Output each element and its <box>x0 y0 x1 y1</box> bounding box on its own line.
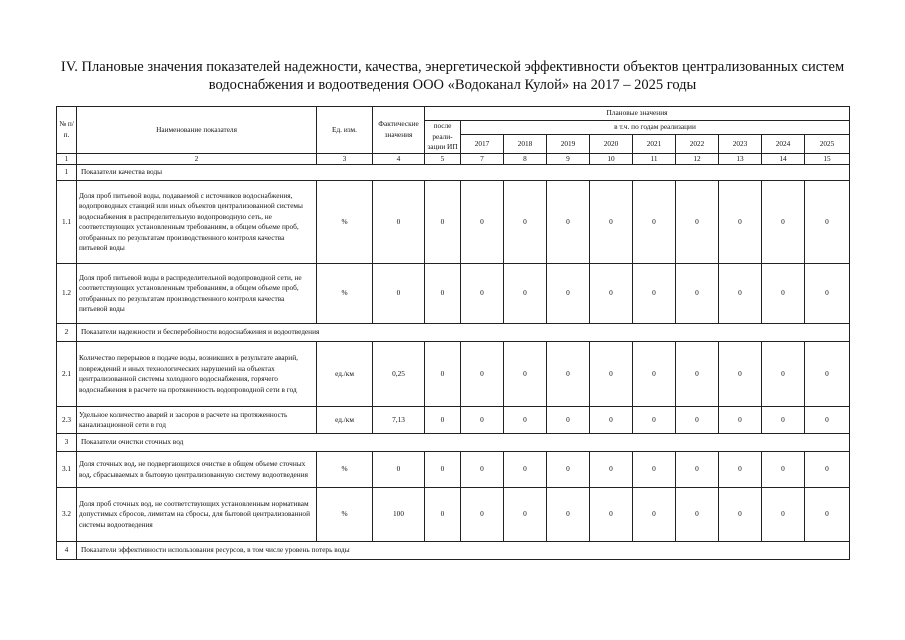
year-value: 0 <box>547 488 590 542</box>
indicator-name: Доля проб питьевой воды в распределительной водопроводной сети, не соответствующих установленным требованиям, в общем объеме проб, отобранных по результатам производственного контроля качества питьевой воды <box>77 264 317 324</box>
year-value: 0 <box>805 181 850 264</box>
indicator-name: Доля проб питьевой воды, подаваемой с источников водоснабжения, водопроводных станций или иных объектов централизованной системы водоснабжения в распределительную водопроводную сеть, не соответствующих установленным требованиям, в общем объеме проб, отобранных по результатам производственного контроля качества питьевой воды <box>77 181 317 264</box>
section-title: Показатели эффективности использования ресурсов, в том числе уровень потерь воды <box>77 542 850 560</box>
after-ip-value: 0 <box>425 488 461 542</box>
year-value: 0 <box>461 342 504 407</box>
column-number: 13 <box>719 153 762 165</box>
year-value: 0 <box>504 452 547 488</box>
year-value: 0 <box>719 181 762 264</box>
header-name: Наименование показателя <box>77 107 317 154</box>
column-number: 10 <box>590 153 633 165</box>
header-by-years: в т.ч. по годам реализации <box>461 121 850 135</box>
year-value: 0 <box>633 407 676 434</box>
year-value: 0 <box>676 181 719 264</box>
year-value: 0 <box>590 488 633 542</box>
year-value: 0 <box>805 264 850 324</box>
year-value: 0 <box>676 264 719 324</box>
column-number: 14 <box>762 153 805 165</box>
after-ip-value: 0 <box>425 452 461 488</box>
year-value: 0 <box>762 452 805 488</box>
header-year: 2021 <box>633 135 676 153</box>
section-title: Показатели надежности и бесперебойности водоснабжения и водоотведения <box>77 324 850 342</box>
unit-cell: % <box>317 181 373 264</box>
column-number: 15 <box>805 153 850 165</box>
section-number: 3 <box>57 434 77 452</box>
column-number: 3 <box>317 153 373 165</box>
year-value: 0 <box>633 342 676 407</box>
year-value: 0 <box>719 407 762 434</box>
row-number: 2.3 <box>57 407 77 434</box>
year-value: 0 <box>633 264 676 324</box>
header-year: 2023 <box>719 135 762 153</box>
year-value: 0 <box>504 407 547 434</box>
year-value: 0 <box>590 407 633 434</box>
header-year: 2025 <box>805 135 850 153</box>
after-ip-value: 0 <box>425 264 461 324</box>
year-value: 0 <box>461 488 504 542</box>
year-value: 0 <box>719 264 762 324</box>
year-value: 0 <box>633 488 676 542</box>
actual-value: 0 <box>373 452 425 488</box>
header-year: 2022 <box>676 135 719 153</box>
after-ip-value: 0 <box>425 181 461 264</box>
year-value: 0 <box>719 452 762 488</box>
column-number: 2 <box>77 153 317 165</box>
section-number: 1 <box>57 165 77 181</box>
year-value: 0 <box>676 407 719 434</box>
column-number: 11 <box>633 153 676 165</box>
year-value: 0 <box>633 452 676 488</box>
header-num: № п/п. <box>57 107 77 154</box>
year-value: 0 <box>805 452 850 488</box>
year-value: 0 <box>590 181 633 264</box>
title-line-1: IV. Плановые значения показателей надежности, качества, энергетической эффективности объектов централизованных систем <box>60 59 845 75</box>
header-year: 2020 <box>590 135 633 153</box>
unit-cell: ед./км <box>317 407 373 434</box>
actual-value: 7,13 <box>373 407 425 434</box>
year-value: 0 <box>547 452 590 488</box>
year-value: 0 <box>633 181 676 264</box>
after-ip-value: 0 <box>425 342 461 407</box>
year-value: 0 <box>590 342 633 407</box>
year-value: 0 <box>762 342 805 407</box>
actual-value: 100 <box>373 488 425 542</box>
unit-cell: % <box>317 264 373 324</box>
column-number: 1 <box>57 153 77 165</box>
header-actual: Фактические значения <box>373 107 425 154</box>
year-value: 0 <box>590 452 633 488</box>
header-year: 2018 <box>504 135 547 153</box>
section-number: 2 <box>57 324 77 342</box>
year-value: 0 <box>504 264 547 324</box>
section-title: Показатели очистки сточных вод <box>77 434 850 452</box>
indicator-name: Удельное количество аварий и засоров в расчете на протяженность канализационной сети в год <box>77 407 317 434</box>
actual-value: 0 <box>373 264 425 324</box>
year-value: 0 <box>461 181 504 264</box>
header-year: 2019 <box>547 135 590 153</box>
year-value: 0 <box>504 342 547 407</box>
header-year: 2024 <box>762 135 805 153</box>
unit-cell: % <box>317 488 373 542</box>
column-number: 4 <box>373 153 425 165</box>
column-number: 8 <box>504 153 547 165</box>
title-line-2: водоснабжения и водоотведения ООО «Водоканал Кулой» на 2017 – 2025 годы <box>208 77 697 93</box>
indicator-name: Доля проб сточных вод, не соответствующих установленным нормативам допустимых сбросов, лимитам на сбросы, для бытовой централизованной системы водоотведения <box>77 488 317 542</box>
year-value: 0 <box>676 342 719 407</box>
year-value: 0 <box>547 407 590 434</box>
column-number: 12 <box>676 153 719 165</box>
header-year: 2017 <box>461 135 504 153</box>
year-value: 0 <box>719 488 762 542</box>
year-value: 0 <box>676 452 719 488</box>
year-value: 0 <box>805 407 850 434</box>
after-ip-value: 0 <box>425 407 461 434</box>
header-unit: Ед. изм. <box>317 107 373 154</box>
header-after-ip: после реали-зации ИП <box>425 121 461 154</box>
year-value: 0 <box>547 181 590 264</box>
actual-value: 0 <box>373 181 425 264</box>
year-value: 0 <box>762 264 805 324</box>
unit-cell: % <box>317 452 373 488</box>
document-title <box>40 58 865 94</box>
indicator-name: Доля сточных вод, не подвергающихся очистке в общем объеме сточных вод, сбрасываемых в бытовую централизованную систему водоотведения <box>77 452 317 488</box>
unit-cell: ед./км <box>317 342 373 407</box>
year-value: 0 <box>461 264 504 324</box>
year-value: 0 <box>762 488 805 542</box>
year-value: 0 <box>676 488 719 542</box>
column-number: 9 <box>547 153 590 165</box>
row-number: 1.2 <box>57 264 77 324</box>
year-value: 0 <box>461 452 504 488</box>
year-value: 0 <box>762 407 805 434</box>
header-planned: Плановые значения <box>425 107 850 121</box>
year-value: 0 <box>805 342 850 407</box>
year-value: 0 <box>547 342 590 407</box>
row-number: 1.1 <box>57 181 77 264</box>
actual-value: 0,25 <box>373 342 425 407</box>
year-value: 0 <box>461 407 504 434</box>
year-value: 0 <box>805 488 850 542</box>
column-number: 5 <box>425 153 461 165</box>
row-number: 3.2 <box>57 488 77 542</box>
year-value: 0 <box>590 264 633 324</box>
section-number: 4 <box>57 542 77 560</box>
year-value: 0 <box>504 181 547 264</box>
column-number: 7 <box>461 153 504 165</box>
year-value: 0 <box>719 342 762 407</box>
row-number: 3.1 <box>57 452 77 488</box>
year-value: 0 <box>762 181 805 264</box>
row-number: 2.1 <box>57 342 77 407</box>
indicators-table <box>56 106 850 560</box>
year-value: 0 <box>547 264 590 324</box>
section-title: Показатели качества воды <box>77 165 850 181</box>
year-value: 0 <box>504 488 547 542</box>
indicator-name: Количество перерывов в подаче воды, возникших в результате аварий, повреждений и иных технологических нарушений на объектах централизованной системы холодного водоснабжения, горячего водоснабжения в расчете на протяженность водопроводной сети в год <box>77 342 317 407</box>
